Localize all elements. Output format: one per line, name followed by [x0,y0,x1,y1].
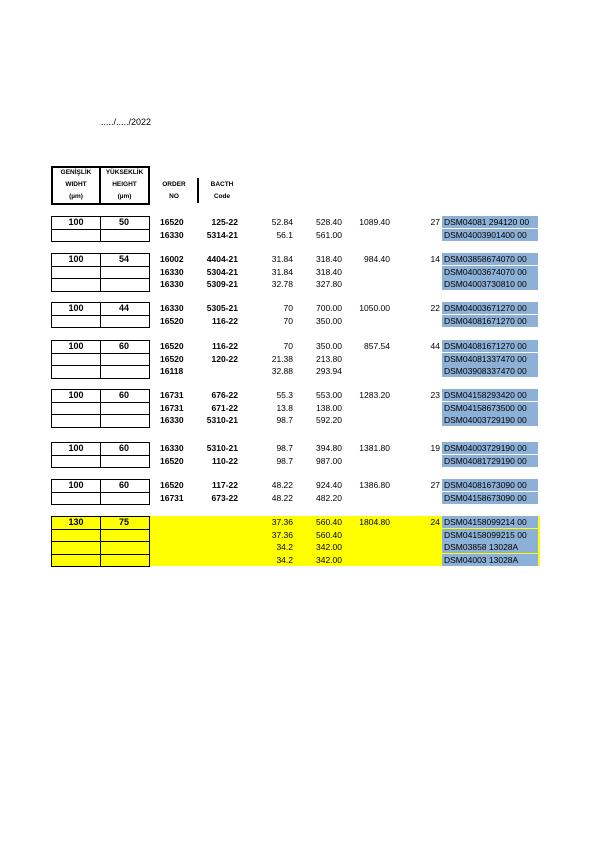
width-cell [51,353,101,367]
total-value: 1381.80 [359,443,390,453]
unit-value: 52.84 [271,217,293,227]
order-number: 16731 [160,402,184,413]
unit-value: 21.38 [271,353,293,364]
order-number: 16520 [160,315,184,326]
batch-code: 110-22 [212,455,238,466]
header-order [155,179,193,203]
material-code: DSM04003729190 00 [442,442,538,454]
height-cell [100,402,150,416]
width-cell [51,492,101,506]
unit-value: 13.8 [276,402,293,413]
height-value: 60 [118,390,129,400]
batch-code: 5310-21 [206,415,238,425]
order-number: 16330 [160,415,184,425]
unit-value: 31.84 [271,254,293,264]
material-code: DSM03908337470 00 [442,365,538,377]
order-number: 16731 [160,390,184,400]
order-number: 16330 [160,443,184,453]
height-value: 54 [118,254,129,264]
total-value: 1386.80 [359,480,390,490]
width-value: 100 [68,341,84,351]
total-value: 1283.20 [359,390,390,400]
material-code: DSM04003730810 00 [442,278,538,290]
unit-value: 70 [283,315,293,326]
width-cell [51,414,101,428]
header-batch-1: BACTH [210,181,234,188]
height-value: 50 [118,217,129,227]
unit-value: 55.3 [276,390,293,400]
unit-value: 37.36 [271,529,293,540]
material-code: DSM04003 13028A [442,554,538,566]
header-height-tr: YÜKSEKLİK [105,169,144,176]
header-order-2: NO [169,193,179,200]
order-number: 16520 [160,480,184,490]
amount-value: 987.00 [316,455,342,466]
material-code: DSM04081 294120 00 [442,216,538,228]
header-batch-2: Code [213,193,231,200]
unit-value: 32.78 [271,279,293,289]
amount-value: 482.20 [316,492,342,503]
amount-value: 394.80 [316,443,342,453]
amount-value: 213.80 [316,353,342,364]
order-number: 16330 [160,303,184,313]
header-width-unit: (µm) [69,193,83,200]
width-cell [51,266,101,280]
width-cell [51,229,101,243]
batch-code: 5305-21 [206,303,238,313]
count-value: 22 [430,303,440,313]
amount-value: 342.00 [316,542,342,552]
width-cell [51,529,101,543]
batch-code: 676-22 [211,390,238,400]
header-batch [202,179,242,203]
header-height [99,167,150,203]
total-value: 1050.00 [359,303,390,313]
material-code: DSM04081671270 00 [442,340,538,352]
amount-value: 592.20 [316,415,342,425]
order-number: 16520 [160,341,184,351]
count-value: 24 [430,517,440,527]
order-number: 16330 [160,229,184,240]
width-value: 100 [68,254,84,264]
amount-value: 342.00 [316,554,342,565]
width-cell [51,402,101,416]
height-cell [100,353,150,367]
amount-value: 924.40 [316,480,342,490]
height-cell [100,554,150,568]
batch-code: 5309-21 [206,279,238,289]
material-code: DSM04158293420 00 [442,389,538,401]
amount-value: 293.94 [316,366,342,376]
height-cell [100,266,150,280]
amount-value: 700.00 [316,303,342,313]
amount-value: 528.40 [316,217,342,227]
material-code: DSM04081671270 00 [442,315,538,327]
height-cell [100,365,150,379]
header-width-tr: GENİŞLİK [60,169,92,176]
order-number: 16330 [160,266,184,277]
batch-code: 671-22 [211,402,238,413]
material-code: DSM04158099215 00 [442,529,538,541]
width-value: 100 [68,217,84,227]
width-cell [51,541,101,555]
unit-value: 31.84 [271,266,293,277]
order-number: 16002 [160,254,184,264]
amount-value: 560.40 [316,517,342,527]
batch-code: 116-22 [212,315,238,326]
count-value: 14 [430,254,440,264]
order-number: 16520 [160,353,184,364]
header-width [51,167,101,203]
width-value: 100 [68,390,84,400]
unit-value: 56.1 [276,229,293,240]
width-cell [51,554,101,568]
height-cell [100,229,150,243]
height-cell [100,492,150,506]
unit-value: 70 [283,303,293,313]
height-value: 75 [118,517,129,527]
batch-code: 120-22 [211,353,238,364]
height-value: 60 [118,480,129,490]
unit-value: 32.88 [271,366,293,376]
height-value: 60 [118,341,129,351]
batch-code: 117-22 [212,480,238,490]
width-cell [51,278,101,292]
amount-value: 327.80 [316,279,342,289]
total-value: 857.54 [364,341,390,351]
height-cell [100,278,150,292]
amount-value: 318.40 [316,254,342,264]
amount-value: 350.00 [316,315,342,326]
height-value: 60 [118,443,129,453]
count-value: 19 [430,443,440,453]
height-cell [100,315,150,329]
count-value: 44 [430,341,440,351]
material-code: DSM03858674070 00 [442,253,538,265]
batch-code: 673-22 [211,492,238,503]
width-cell [51,365,101,379]
height-value: 44 [118,303,129,313]
height-cell [100,529,150,543]
height-cell [100,541,150,555]
width-value: 100 [68,303,84,313]
material-code: DSM04158673500 00 [442,402,538,414]
order-number: 16118 [160,366,184,376]
material-code: DSM04158673090 00 [442,492,538,504]
order-number: 16330 [160,279,184,289]
amount-value: 561.00 [316,229,342,240]
count-value: 27 [430,217,440,227]
total-value: 1089.40 [359,217,390,227]
order-number: 16520 [160,455,184,466]
material-code: DSM04003729190 00 [442,414,538,426]
width-value: 130 [68,517,84,527]
amount-value: 138.00 [316,402,342,413]
order-number: 16731 [160,492,184,503]
batch-code: 125-22 [211,217,238,227]
batch-code: 116-22 [212,341,238,351]
header-width-en: WIDHT [65,181,87,188]
total-value: 1804.80 [359,517,390,527]
material-code: DSM04158099214 00 [442,516,538,528]
unit-value: 98.7 [276,443,293,453]
batch-code: 5304-21 [206,266,238,277]
header-height-en: HEIGHT [112,181,137,188]
unit-value: 70 [283,341,293,351]
unit-value: 48.22 [271,480,293,490]
material-code: DSM04081337470 00 [442,353,538,365]
material-code: DSM04003674070 00 [442,266,538,278]
height-cell [100,414,150,428]
width-cell [51,455,101,469]
batch-code: 5314-21 [206,229,238,240]
width-value: 100 [68,480,84,490]
amount-value: 560.40 [316,529,342,540]
unit-value: 34.2 [276,542,293,552]
count-value: 23 [430,390,440,400]
unit-value: 37.36 [271,517,293,527]
material-code: DSM04003901400 00 [442,229,538,241]
unit-value: 98.7 [276,415,293,425]
unit-value: 98.7 [276,455,293,466]
date-field: ...../...../2022 [101,117,152,127]
width-value: 100 [68,443,84,453]
header-divider [197,178,199,203]
total-value: 984.40 [364,254,390,264]
order-number: 16520 [160,217,184,227]
amount-value: 553.00 [316,390,342,400]
height-cell [100,455,150,469]
count-value: 27 [430,480,440,490]
amount-value: 318.40 [316,266,342,277]
material-code: DSM04081729190 00 [442,455,538,467]
unit-value: 34.2 [276,554,293,565]
batch-code: 4404-21 [206,254,238,264]
material-code: DSM03858 13028A [442,541,538,553]
material-code: DSM04003671270 00 [442,302,538,314]
header-height-unit: (µm) [117,193,132,200]
unit-value: 48.22 [271,492,293,503]
amount-value: 350.00 [316,341,342,351]
batch-code: 5310-21 [206,443,238,453]
material-code: DSM04081673090 00 [442,479,538,491]
width-cell [51,315,101,329]
header-order-1: ORDER [162,181,186,188]
